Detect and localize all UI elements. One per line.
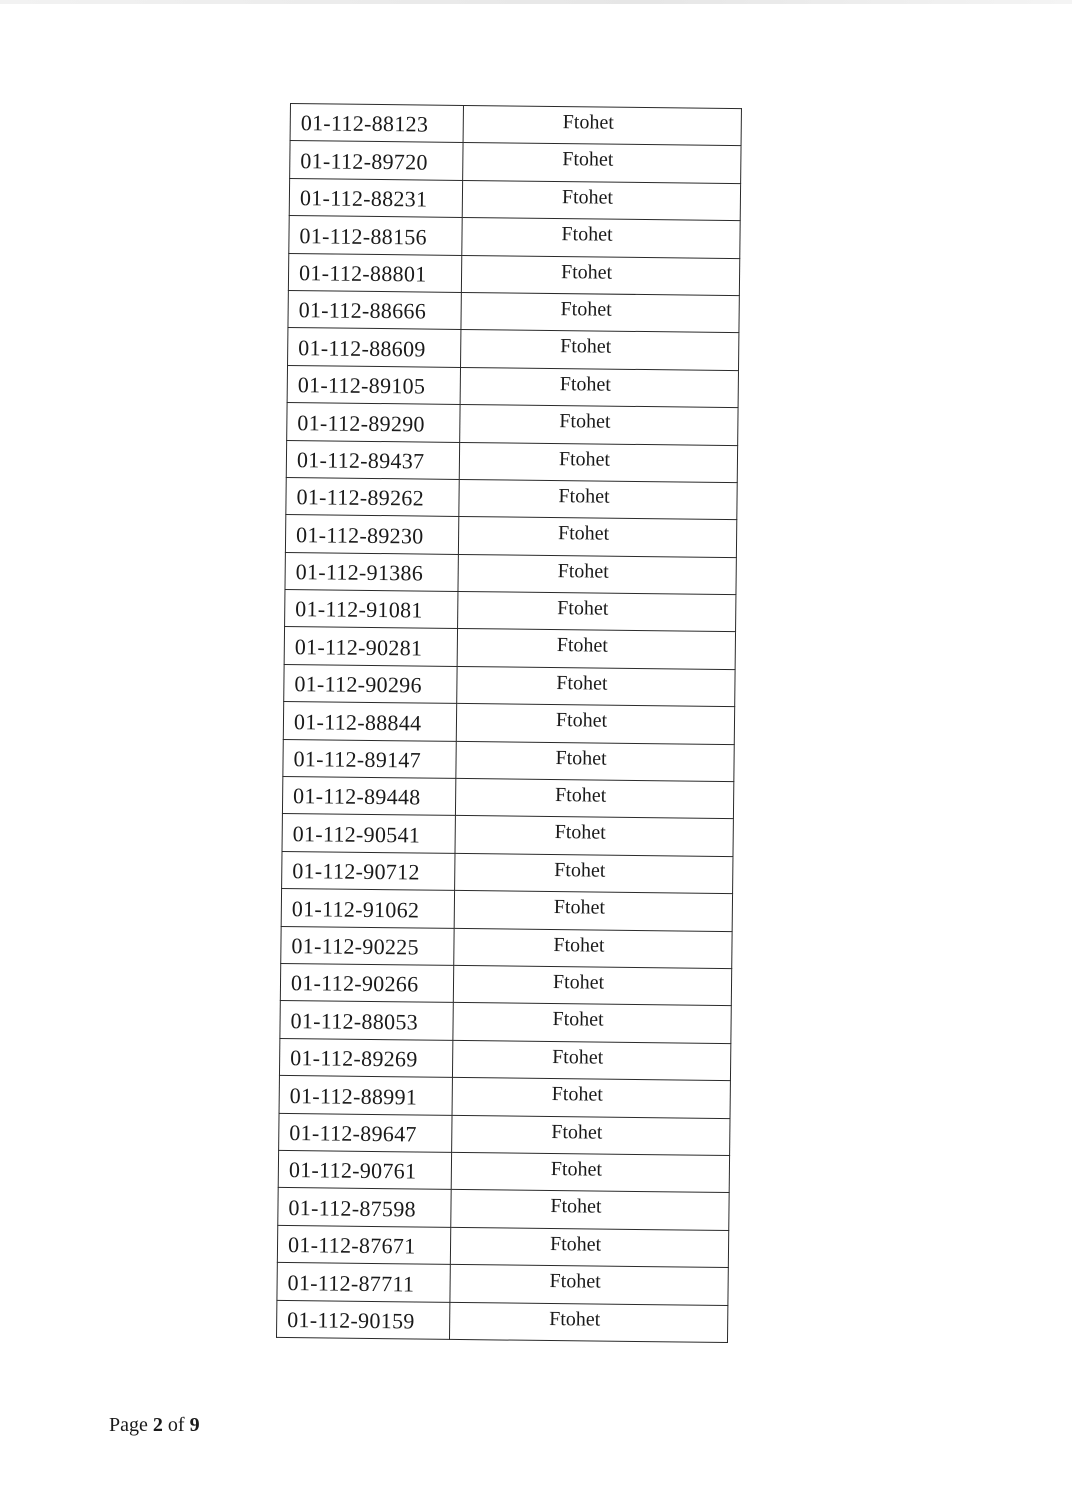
record-status-cell: Ftohet (458, 592, 736, 633)
record-status-cell: Ftohet (456, 741, 734, 782)
record-status-cell: Ftohet (452, 1115, 730, 1156)
record-status-cell: Ftohet (453, 965, 731, 1006)
page-label: Page (109, 1414, 148, 1436)
table-row (287, 403, 738, 446)
record-status-cell: Ftohet (458, 554, 736, 595)
page-of-label: of (167, 1414, 185, 1436)
record-number-cell: 01-112-90296 (284, 664, 457, 703)
record-status-cell: Ftohet (463, 143, 741, 184)
total-pages-number: 9 (189, 1414, 200, 1436)
record-number-cell: 01-112-89105 (287, 365, 460, 404)
record-status-cell: Ftohet (454, 928, 732, 969)
table-row (277, 1225, 728, 1268)
record-number-cell: 01-112-90225 (281, 926, 454, 965)
record-number-cell: 01-112-88053 (280, 1001, 453, 1040)
record-number-cell: 01-112-89647 (279, 1113, 452, 1152)
record-status-cell: Ftohet (453, 1003, 731, 1044)
record-number-cell: 01-112-88666 (288, 290, 461, 329)
table-row (285, 590, 736, 633)
record-status-cell: Ftohet (460, 367, 738, 408)
record-number-cell: 01-112-90712 (282, 851, 455, 890)
record-table (276, 103, 742, 1343)
record-number-cell: 01-112-90761 (278, 1150, 451, 1189)
table-row (278, 1150, 729, 1193)
record-status-cell: Ftohet (455, 778, 733, 819)
table-row (289, 178, 740, 221)
record-number-cell: 01-112-88991 (279, 1076, 452, 1115)
record-status-cell: Ftohet (462, 180, 740, 221)
table-row (281, 889, 732, 932)
record-number-cell: 01-112-89269 (279, 1038, 452, 1077)
table-row (286, 440, 737, 483)
record-status-cell: Ftohet (461, 292, 739, 333)
record-number-cell: 01-112-89262 (286, 477, 459, 516)
record-status-cell: Ftohet (454, 891, 732, 932)
table-row (282, 776, 733, 819)
record-number-cell: 01-112-89230 (285, 515, 458, 554)
record-number-cell: 01-112-90159 (276, 1300, 449, 1339)
record-status-cell: Ftohet (457, 666, 735, 707)
record-status-cell: Ftohet (455, 816, 733, 857)
record-number-cell: 01-112-91386 (285, 552, 458, 591)
record-status-cell: Ftohet (450, 1227, 728, 1268)
record-status-cell: Ftohet (459, 479, 737, 520)
record-number-cell: 01-112-90281 (284, 627, 457, 666)
table-row (289, 216, 740, 259)
table-row (282, 814, 733, 857)
table-row (288, 328, 739, 371)
page-footer (109, 1414, 200, 1437)
record-status-cell: Ftohet (457, 629, 735, 670)
table-row (276, 1300, 727, 1343)
table-row (279, 1113, 730, 1156)
record-number-cell: 01-112-89448 (282, 776, 455, 815)
record-status-cell: Ftohet (462, 218, 740, 259)
record-status-cell: Ftohet (461, 330, 739, 371)
record-number-cell: 01-112-87711 (277, 1263, 450, 1302)
table-row (279, 1076, 730, 1119)
record-status-cell: Ftohet (449, 1302, 727, 1343)
record-table-body (276, 104, 741, 1343)
table-row (288, 253, 739, 296)
table-row (278, 1188, 729, 1231)
table-row (288, 290, 739, 333)
record-number-cell: 01-112-87671 (277, 1225, 450, 1264)
record-number-cell: 01-112-90266 (280, 963, 453, 1002)
record-status-cell: Ftohet (451, 1152, 729, 1193)
record-status-cell: Ftohet (460, 405, 738, 446)
table-row (280, 1001, 731, 1044)
record-status-cell: Ftohet (455, 853, 733, 894)
record-status-cell: Ftohet (458, 517, 736, 558)
table-row (284, 664, 735, 707)
table-row (290, 104, 741, 147)
table-row (279, 1038, 730, 1081)
table-row (284, 627, 735, 670)
record-status-cell: Ftohet (461, 255, 739, 296)
table-row (283, 739, 734, 782)
record-number-cell: 01-112-88156 (289, 216, 462, 255)
record-number-cell: 01-112-89147 (283, 739, 456, 778)
record-number-cell: 01-112-88844 (283, 702, 456, 741)
record-status-cell: Ftohet (463, 105, 741, 146)
record-number-cell: 01-112-87598 (278, 1188, 451, 1227)
record-status-cell: Ftohet (452, 1078, 730, 1119)
table-row (286, 477, 737, 520)
current-page-number: 2 (152, 1414, 163, 1436)
record-number-cell: 01-112-89290 (287, 403, 460, 442)
record-number-cell: 01-112-88801 (288, 253, 461, 292)
table-row (285, 552, 736, 595)
record-status-cell: Ftohet (456, 704, 734, 745)
record-number-cell: 01-112-88609 (288, 328, 461, 367)
table-row (282, 851, 733, 894)
record-status-cell: Ftohet (452, 1040, 730, 1081)
table-row (287, 365, 738, 408)
table-row (285, 515, 736, 558)
table-row (290, 141, 741, 184)
scan-edge (0, 0, 1072, 4)
record-number-cell: 01-112-89720 (290, 141, 463, 180)
record-status-cell: Ftohet (451, 1190, 729, 1231)
record-number-cell: 01-112-90541 (282, 814, 455, 853)
record-status-cell: Ftohet (450, 1265, 728, 1306)
record-number-cell: 01-112-88231 (289, 178, 462, 217)
record-status-cell: Ftohet (459, 442, 737, 483)
table-row (277, 1263, 728, 1306)
record-number-cell: 01-112-91062 (281, 889, 454, 928)
table-row (281, 926, 732, 969)
record-number-cell: 01-112-91081 (285, 590, 458, 629)
table-row (280, 963, 731, 1006)
record-number-cell: 01-112-88123 (290, 104, 463, 143)
table-row (283, 702, 734, 745)
record-number-cell: 01-112-89437 (286, 440, 459, 479)
